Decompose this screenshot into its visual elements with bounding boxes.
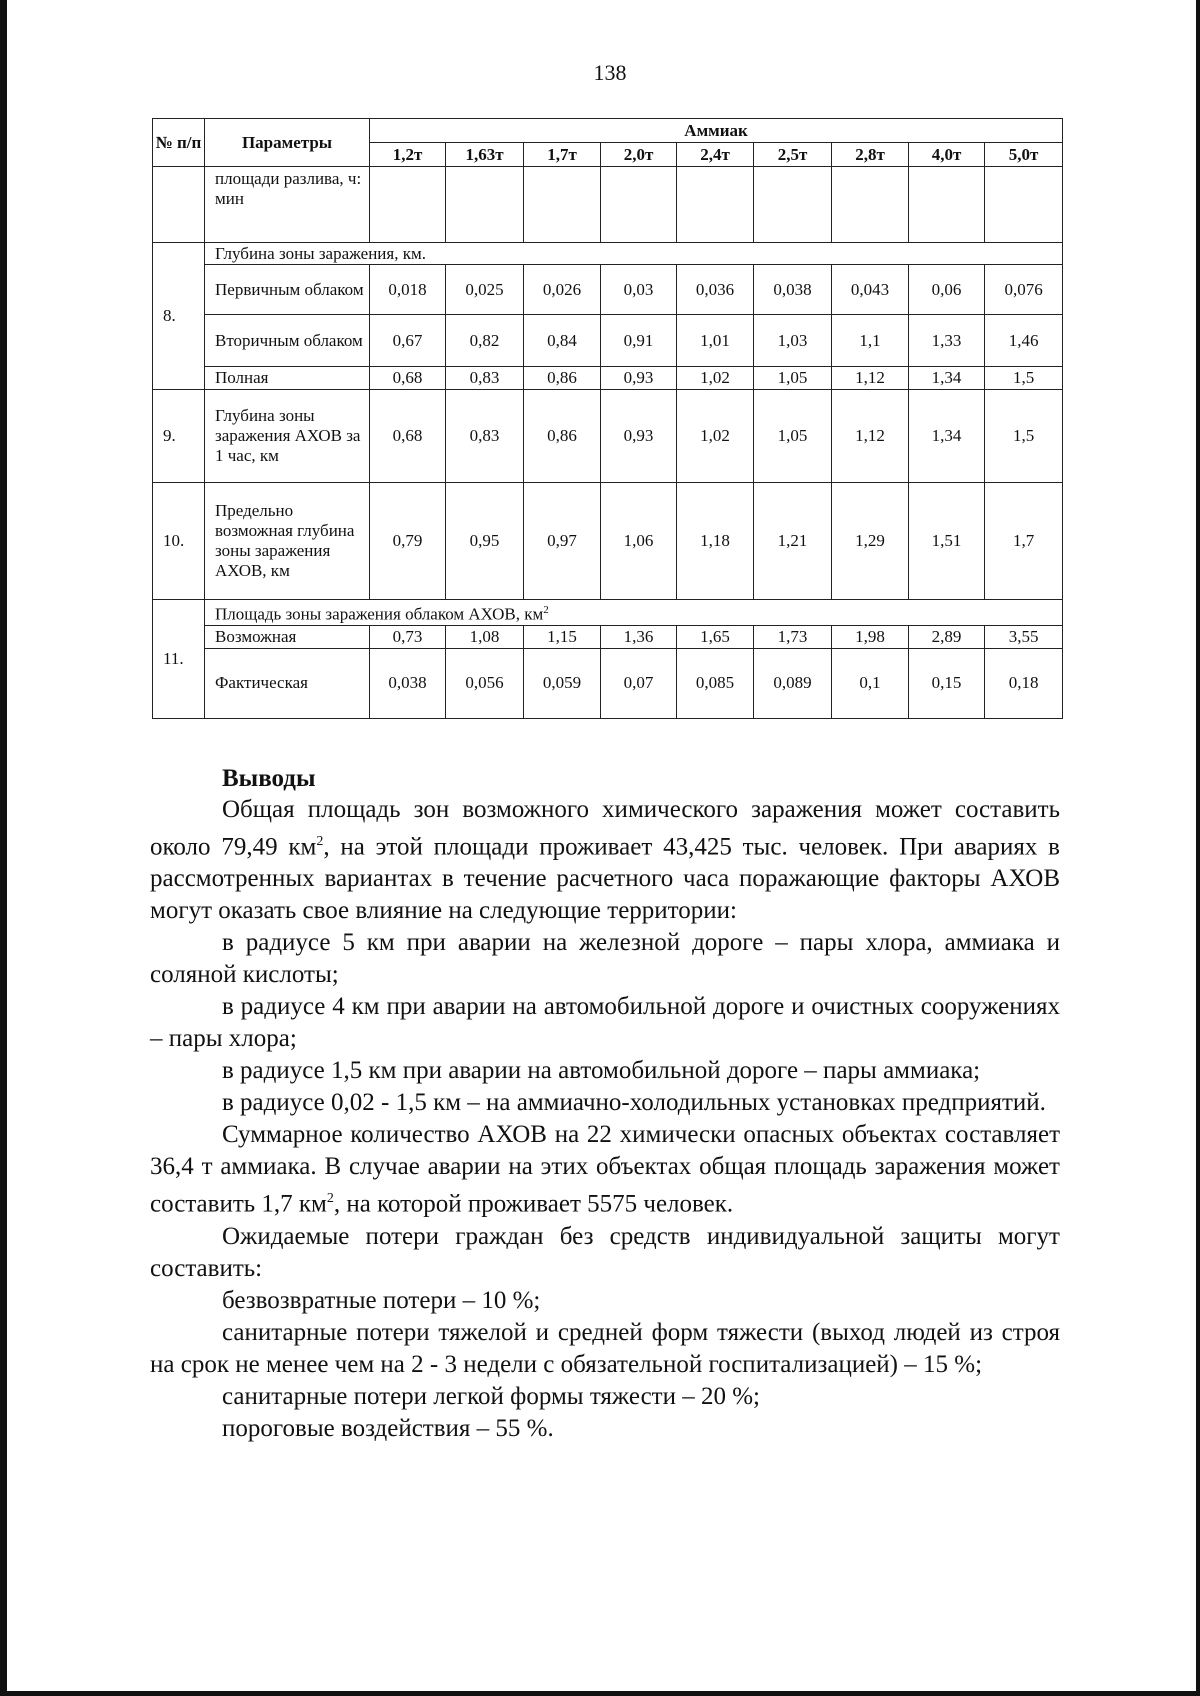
section-title-text: Площадь зоны заражения облаком АХОВ, км xyxy=(215,604,544,624)
cell-param: Вторичным облаком xyxy=(205,315,370,367)
cell-value: 0,018 xyxy=(370,265,446,315)
section-title: Глубина зоны заражения, км. xyxy=(205,243,1063,265)
cell-value: 1,33 xyxy=(909,315,985,367)
cell-param: Глубина зоны заражения АХОВ за 1 час, км xyxy=(205,390,370,483)
cell-value: 0,86 xyxy=(524,367,601,390)
cell-empty xyxy=(446,167,524,243)
cell-value: 0,82 xyxy=(446,315,524,367)
cell-value: 0,93 xyxy=(601,390,677,483)
cell-value: 1,65 xyxy=(677,625,754,648)
cell-value: 0,67 xyxy=(370,315,446,367)
cell-value: 0,97 xyxy=(524,483,601,600)
cell-num: 11. xyxy=(153,600,205,719)
cell-value: 1,08 xyxy=(446,625,524,648)
cell-value: 0,91 xyxy=(601,315,677,367)
cell-value: 0,84 xyxy=(524,315,601,367)
cell-num: 10. xyxy=(153,483,205,600)
cell-value: 1,5 xyxy=(985,390,1063,483)
cell-num xyxy=(153,167,205,243)
header-num: № п/п xyxy=(153,119,205,167)
cell-value: 0,025 xyxy=(446,265,524,315)
paragraph-text: Суммарное количество АХОВ на 22 химически опасных объектах составляет 36,4 т аммиака. В случае аварии на этих объектах общая площадь заражения может составить 1,7 км xyxy=(150,1121,1060,1218)
scan-border-left xyxy=(0,0,7,1696)
table-row-8-section xyxy=(153,243,1063,265)
paragraph: санитарные потери тяжелой и средней форм тяжести (выход людей из строя на срок не менее чем на 2 - 3 недели с обязательной госпитализацией) – 15 %; xyxy=(150,1318,1060,1378)
scan-border-bottom xyxy=(0,1691,1200,1696)
paragraph-text: , на этой площади проживает 43,425 тыс. человек. При авариях в рассмотренных вариантах в течение расчетного часа поражающие факторы АХОВ могут оказать свое влияние на следующие территории: xyxy=(150,833,1060,925)
cell-num: 9. xyxy=(153,390,205,483)
paragraph: в радиусе 5 км при аварии на железной дороге – пары хлора, аммиака и соляной кислоты; xyxy=(150,929,1060,989)
header-mass: 2,5т xyxy=(754,143,832,167)
cell-empty xyxy=(601,167,677,243)
superscript: 2 xyxy=(543,604,549,616)
cell-value: 1,34 xyxy=(909,367,985,390)
cell-value: 0,026 xyxy=(524,265,601,315)
cell-value: 1,21 xyxy=(754,483,832,600)
cell-value: 2,89 xyxy=(909,625,985,648)
cell-value: 1,05 xyxy=(754,367,832,390)
paragraph-text: , на которой проживает 5575 человек. xyxy=(333,1190,734,1218)
header-substance: Аммиак xyxy=(370,119,1063,143)
header-mass: 1,63т xyxy=(446,143,524,167)
ammonia-parameters-table xyxy=(152,118,1063,719)
cell-empty xyxy=(754,167,832,243)
cell-param: Предельно возможная глубина зоны заражения АХОВ, км xyxy=(205,483,370,600)
paragraph xyxy=(150,794,1060,927)
cell-param: Возможная xyxy=(205,625,370,648)
section-title xyxy=(205,600,1063,626)
superscript: 2 xyxy=(326,1191,334,1207)
cell-value: 1,01 xyxy=(677,315,754,367)
paragraph: в радиусе 0,02 - 1,5 км – на аммиачно-холодильных установках предприятий. xyxy=(222,1089,1046,1117)
header-mass: 2,8т xyxy=(832,143,909,167)
cell-value: 1,5 xyxy=(985,367,1063,390)
paragraph: безвозвратные потери – 10 %; xyxy=(222,1286,541,1314)
scan-border-right xyxy=(1196,0,1200,1696)
conclusions-section xyxy=(150,764,1060,1445)
cell-value: 1,06 xyxy=(601,483,677,600)
cell-value: 0,86 xyxy=(524,390,601,483)
cell-value: 1,18 xyxy=(677,483,754,600)
header-params: Параметры xyxy=(205,119,370,167)
cell-value: 1,7 xyxy=(985,483,1063,600)
header-mass: 1,2т xyxy=(370,143,446,167)
cell-value: 3,55 xyxy=(985,625,1063,648)
cell-value: 1,12 xyxy=(832,390,909,483)
cell-value: 0,83 xyxy=(446,390,524,483)
cell-num: 8. xyxy=(153,243,205,390)
cell-value: 1,03 xyxy=(754,315,832,367)
cell-value: 1,02 xyxy=(677,390,754,483)
cell-value: 0,93 xyxy=(601,367,677,390)
paragraph xyxy=(150,1119,1060,1220)
header-mass: 2,4т xyxy=(677,143,754,167)
cell-empty xyxy=(909,167,985,243)
table-row-8-total xyxy=(153,367,1063,390)
cell-value: 1,05 xyxy=(754,390,832,483)
cell-value: 1,15 xyxy=(524,625,601,648)
cell-empty xyxy=(524,167,601,243)
cell-value: 0,056 xyxy=(446,648,524,718)
table-row-8-secondary xyxy=(153,315,1063,367)
cell-value: 1,51 xyxy=(909,483,985,600)
table-row-11-actual xyxy=(153,648,1063,718)
table-row-11-possible xyxy=(153,625,1063,648)
paragraph: в радиусе 4 км при аварии на автомобильной дороге и очистных сооружениях – пары хлора; xyxy=(150,993,1060,1053)
cell-empty xyxy=(985,167,1063,243)
header-mass: 5,0т xyxy=(985,143,1063,167)
cell-value: 1,02 xyxy=(677,367,754,390)
paragraph: в радиусе 1,5 км при аварии на автомобильной дороге – пары аммиака; xyxy=(222,1057,981,1085)
cell-value: 1,98 xyxy=(832,625,909,648)
cell-value: 1,1 xyxy=(832,315,909,367)
cell-value: 0,06 xyxy=(909,265,985,315)
header-row-1 xyxy=(153,119,1063,143)
cell-value: 0,68 xyxy=(370,367,446,390)
paragraph: Ожидаемые потери граждан без средств индивидуальной защиты могут составить: xyxy=(150,1222,1060,1282)
cell-value: 0,73 xyxy=(370,625,446,648)
cell-value: 0,038 xyxy=(754,265,832,315)
table-row-10 xyxy=(153,483,1063,600)
paragraph: санитарные потери легкой формы тяжести – 20 %; xyxy=(222,1382,761,1410)
page-number: 138 xyxy=(593,60,627,85)
cell-value: 0,085 xyxy=(677,648,754,718)
cell-empty xyxy=(832,167,909,243)
cell-param: Фактическая xyxy=(205,648,370,718)
cell-value: 0,95 xyxy=(446,483,524,600)
cell-value: 0,038 xyxy=(370,648,446,718)
table-row-9 xyxy=(153,390,1063,483)
cell-value: 0,089 xyxy=(754,648,832,718)
cell-value: 1,34 xyxy=(909,390,985,483)
cell-value: 1,29 xyxy=(832,483,909,600)
paragraph: пороговые воздействия – 55 %. xyxy=(222,1414,554,1442)
cell-value: 0,79 xyxy=(370,483,446,600)
conclusions-title: Выводы xyxy=(222,765,316,792)
cell-value: 0,059 xyxy=(524,648,601,718)
cell-param: Полная xyxy=(205,367,370,390)
cell-value: 0,15 xyxy=(909,648,985,718)
cell-value: 1,46 xyxy=(985,315,1063,367)
header-mass: 2,0т xyxy=(601,143,677,167)
cell-value: 0,1 xyxy=(832,648,909,718)
cell-empty xyxy=(370,167,446,243)
cell-value: 1,12 xyxy=(832,367,909,390)
cell-value: 0,68 xyxy=(370,390,446,483)
table-row-continuation xyxy=(153,167,1063,243)
cell-value: 0,03 xyxy=(601,265,677,315)
header-mass: 1,7т xyxy=(524,143,601,167)
cell-value: 0,18 xyxy=(985,648,1063,718)
cell-value: 1,36 xyxy=(601,625,677,648)
cell-value: 0,036 xyxy=(677,265,754,315)
superscript: 2 xyxy=(316,834,324,849)
cell-empty xyxy=(677,167,754,243)
cell-value: 1,73 xyxy=(754,625,832,648)
cell-value: 0,043 xyxy=(832,265,909,315)
header-mass: 4,0т xyxy=(909,143,985,167)
cell-value: 0,07 xyxy=(601,648,677,718)
cell-param: Первичным облаком xyxy=(205,265,370,315)
paragraph-text: Общая площадь зон возможного химического заражения может составить около 79,49 км xyxy=(150,796,1060,861)
table-row-11-section xyxy=(153,600,1063,626)
cell-param: площади разлива, ч: мин xyxy=(205,167,370,243)
table-row-8-primary xyxy=(153,265,1063,315)
cell-value: 0,076 xyxy=(985,265,1063,315)
cell-value: 0,83 xyxy=(446,367,524,390)
